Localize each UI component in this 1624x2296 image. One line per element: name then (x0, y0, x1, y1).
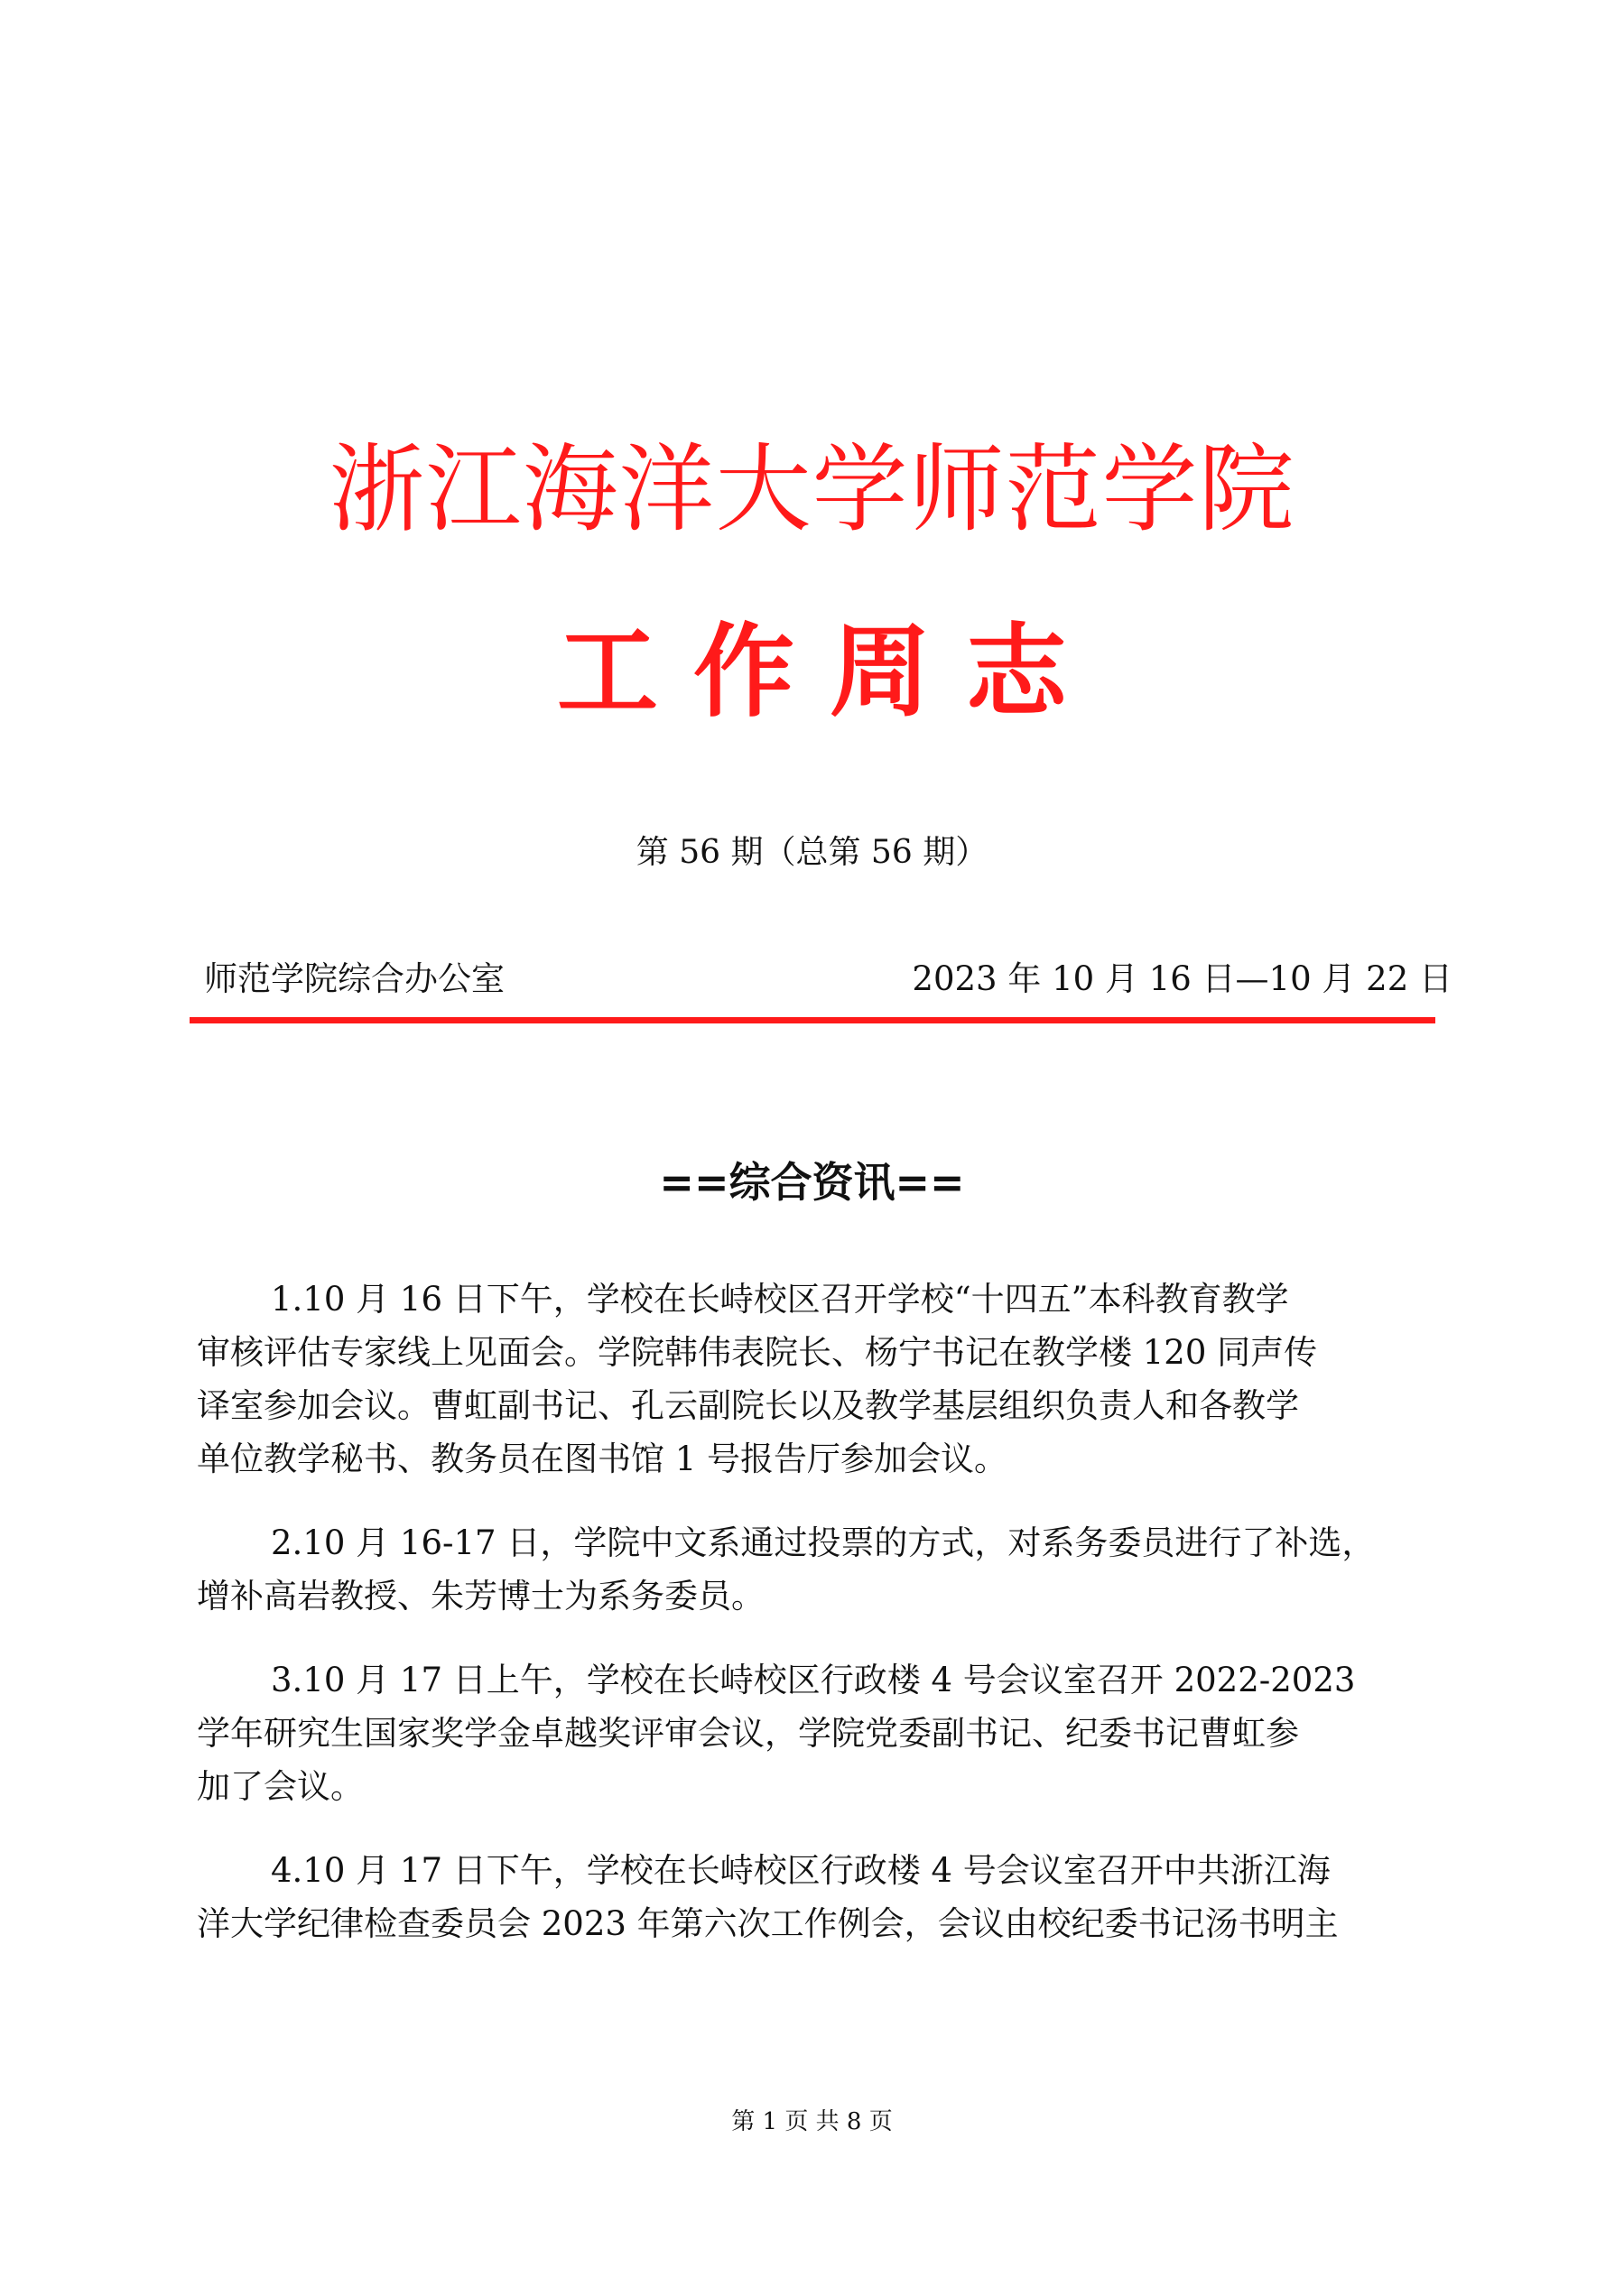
publication-title: 工 作 周 志 (557, 614, 1067, 731)
date-range: 2023 年 10 月 16 日—10 月 22 日 (912, 959, 1452, 998)
paragraph-line: 增补高岩教授、朱芳博士为系务委员。 (197, 1577, 765, 1616)
news-body (197, 1273, 1465, 1981)
news-item-3 (197, 1653, 1465, 1813)
paragraph-line: 审核评估专家线上见面会。学院韩伟表院长、杨宁书记在教学楼 120 同声传 (197, 1333, 1318, 1372)
issuing-office: 师范学院综合办公室 (204, 959, 505, 998)
red-divider-rule (190, 1017, 1435, 1023)
news-item-2 (197, 1516, 1465, 1623)
paragraph-line: 加了会议。 (197, 1767, 364, 1806)
news-item-4 (197, 1844, 1465, 1950)
issue-number: 第 56 期（总第 56 期） (636, 834, 988, 871)
news-item-1 (197, 1273, 1465, 1486)
paragraph-line: 洋大学纪律检查委员会 2023 年第六次工作例会，会议由校纪委书记汤书明主 (197, 1904, 1339, 1943)
paragraph-line: 单位教学秘书、教务员在图书馆 1 号报告厅参加会议。 (197, 1440, 1008, 1478)
paragraph-line: 2.10 月 16-17 日，学院中文系通过投票的方式，对系务委员进行了补选， (271, 1523, 1376, 1562)
paragraph-line: 学年研究生国家奖学金卓越奖评审会议，学院党委副书记、纪委书记曹虹参 (197, 1714, 1299, 1753)
paragraph-line: 3.10 月 17 日上午，学校在长峙校区行政楼 4 号会议室召开 2022-2023 (271, 1661, 1356, 1699)
institution-title: 浙江海洋大学师范学院 (329, 434, 1295, 545)
section-heading: ==综合资讯== (659, 1158, 965, 1207)
page-number-footer: 第 1 页 共 8 页 (731, 2108, 893, 2135)
paragraph-line: 4.10 月 17 日下午，学校在长峙校区行政楼 4 号会议室召开中共浙江海 (271, 1851, 1331, 1890)
paragraph-line: 1.10 月 16 日下午，学校在长峙校区召开学校“十四五”本科教育教学 (271, 1280, 1289, 1319)
paragraph-line: 译室参加会议。曹虹副书记、孔云副院长以及教学基层组织负责人和各教学 (197, 1386, 1299, 1425)
